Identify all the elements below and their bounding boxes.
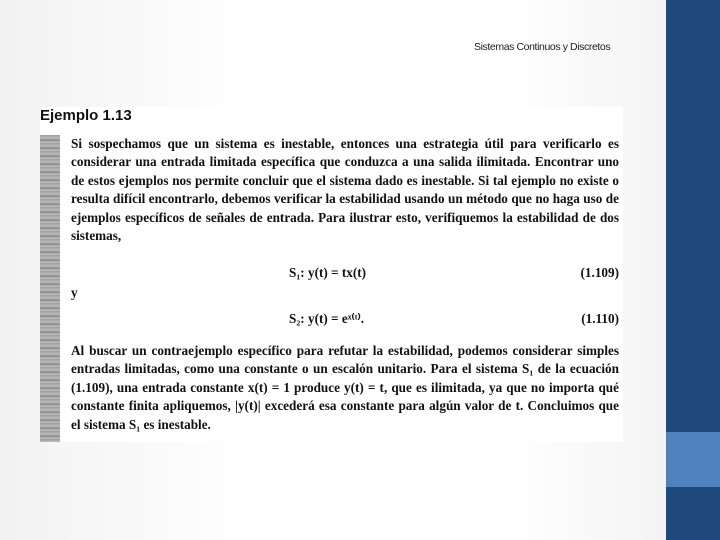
conjunction-text: y (71, 285, 78, 300)
equation-2: S₂: y(t) = eˣ⁽ᵗ⁾. (289, 311, 365, 326)
example-image (40, 107, 623, 442)
equation-1: S₁: y(t) = tx(t) (289, 265, 367, 280)
equation-row-1 (71, 265, 619, 285)
example-heading: Ejemplo 1.13 (40, 107, 132, 124)
decorative-strip (40, 135, 60, 442)
equation-row-2 (71, 311, 619, 331)
equation-2-number: (1.110) (581, 311, 619, 326)
example-paragraph-1: Si sospechamos que un sistema es inestable, entonces una estrategia útil para verificarlo es considerar una entrada limitada específica que conduzca a una salida ilimitada. Encontrar uno de estos ejemplos nos permite concluir que el sistema dado es inestable. Si tal ejemplo no existe o resulta difícil encontrarlo, debemos verificar la estabilidad usando un método que no haga uso de ejemplos específicos de señales de entrada. Para ilustrar esto, verifiquemos la estabilidad de dos sistemas, (71, 136, 619, 244)
decorative-side-bar (666, 0, 720, 540)
equation-1-number: (1.109) (580, 265, 619, 280)
side-bar-accent (666, 432, 720, 487)
example-paragraph-2: Al buscar un contraejemplo específico para refutar la estabilidad, podemos considerar simples entradas limitadas, como una constante o un escalón unitario. Para el sistema S₁ de la ecuación (1.109), una entrada constante x(t) = 1 produce y(t) = t, que es ilimitada, ya que no importa qué constante finita apliquemos, |y(t)| excederá esa constante para algún valor de t. Concluimos que el sistema S₁ es inestable. (71, 343, 619, 432)
slide-header-title: Sistemas Continuos y Discretos (474, 41, 611, 53)
